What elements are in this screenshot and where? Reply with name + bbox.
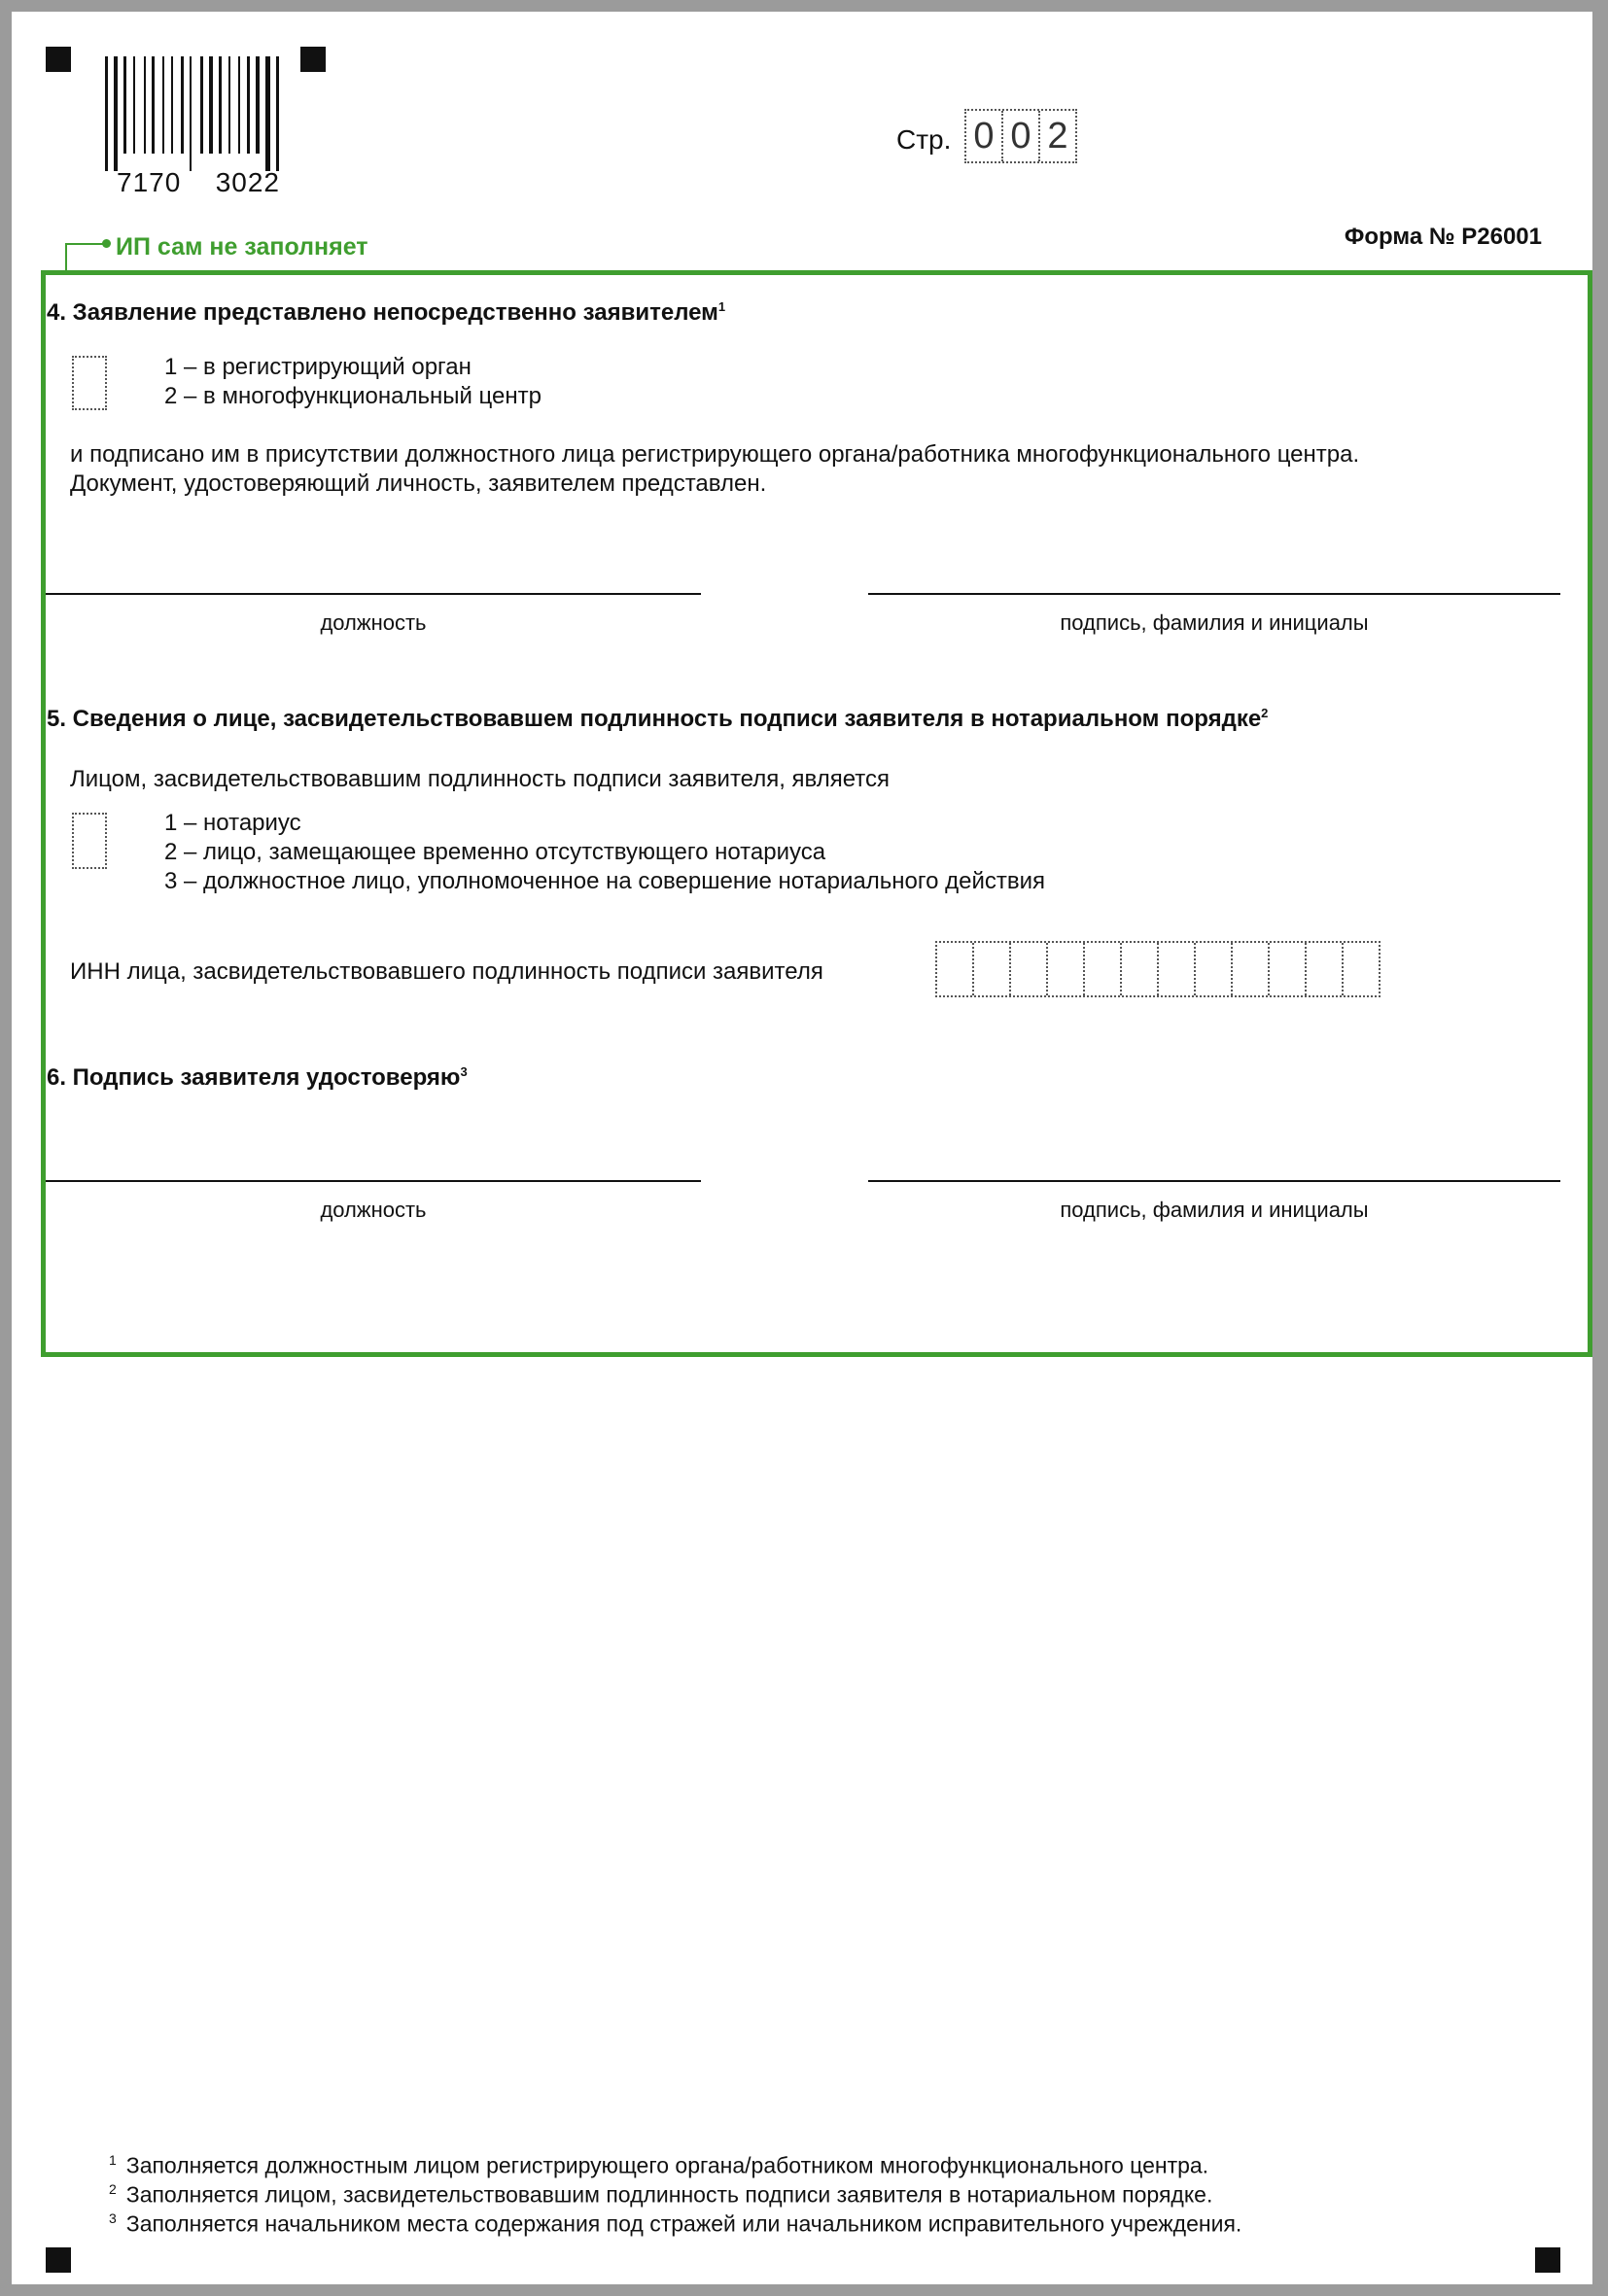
section5-choice-box[interactable] [72,813,107,869]
section6-position-caption: должность [320,1198,427,1222]
footnote-number: 3 [109,2210,117,2226]
barcode-bar [256,56,260,154]
inn-digit-cell[interactable] [1231,943,1268,995]
barcode-bar [123,56,126,154]
note-connector-dot [102,239,111,248]
barcode-bar [190,56,192,171]
section4-paragraph-2: Документ, удостоверяющий личность, заявителем представлен. [70,470,767,497]
barcode-bar [276,56,279,171]
section4-paragraph-1: и подписано им в присутствии должностного лица регистрирующего органа/работника многофункционального центра. [70,441,1360,468]
barcode-bar [162,56,164,154]
inn-digit-cell[interactable] [1009,943,1046,995]
section5-intro: Лицом, засвидетельствовавшим подлинность подписи заявителя, является [70,766,891,792]
section6-signature-caption: подпись, фамилия и инициалы [1060,1198,1369,1222]
barcode-bar [171,56,173,154]
corner-marker-bottom-right [1535,2247,1560,2273]
barcode-number [103,167,294,198]
section4-position-line[interactable] [46,593,701,595]
not-filled-note: ИП сам не заполняет [116,233,368,261]
footnote [109,2204,1241,2239]
inn-digit-cell[interactable] [972,943,1009,995]
section4-option-1: 1 – в регистрирующий орган [164,354,472,380]
section6-title [47,1064,468,1092]
page-number-boxes [964,109,1077,163]
barcode-bar [105,56,108,171]
inn-digit-cell[interactable] [1268,943,1305,995]
page-label: Стр. [896,124,952,155]
barcode-bar [265,56,270,171]
inn-field[interactable] [935,941,1381,997]
barcode [103,56,294,197]
inn-digit-cell[interactable] [1305,943,1342,995]
section4-position-caption: должность [320,610,427,635]
footnote-text: Заполняется начальником места содержания под стражей или начальником исправительного учреждения. [125,2210,1242,2237]
footnote-text: Заполняется лицом, засвидетельствовавшим подлинность подписи заявителя в нотариальном порядке. [125,2181,1213,2208]
page-digit-cell[interactable]: 2 [1038,111,1075,161]
barcode-bar [247,56,250,154]
barcode-bars [103,56,294,171]
section4-title-text: 4. Заявление представлено непосредственно заявителем [47,299,718,326]
section6-position-line[interactable] [46,1180,701,1182]
section5-title [47,706,1268,733]
form-number: Форма № Р26001 [1344,224,1542,250]
section4-option-2: 2 – в многофункциональный центр [164,383,542,409]
footnote-number: 1 [109,2152,117,2168]
barcode-bar [144,56,146,154]
section5-option-2: 2 – лицо, замещающее временно отсутствующего нотариуса [164,839,826,865]
section5-footnote-ref: 2 [1261,706,1269,720]
barcode-digits-right: 3022 [215,167,280,197]
corner-marker-top-left [46,47,71,72]
inn-digit-cell[interactable] [1083,943,1120,995]
section4-signature-line[interactable] [868,593,1560,595]
barcode-bar [114,56,118,171]
section4-footnote-ref: 1 [717,299,726,314]
footnote-text: Заполняется должностным лицом регистрирующего органа/работником многофункционального центра. [125,2152,1209,2178]
inn-digit-cell[interactable] [937,943,972,995]
section5-title-text: 5. Сведения о лице, засвидетельствовавшем подлинность подписи заявителя в нотариальном порядке [47,706,1262,732]
section6-title-text: 6. Подпись заявителя удостоверяю [47,1064,461,1091]
page-digit-cell[interactable]: 0 [1001,111,1038,161]
section4-title [47,299,725,327]
section6-footnote-ref: 3 [460,1064,468,1079]
page-digit-cell[interactable]: 0 [973,116,995,157]
barcode-bar [152,56,155,154]
barcode-bar [133,56,135,154]
inn-digit-cell[interactable] [1120,943,1157,995]
barcode-bar [181,56,184,154]
section5-option-3: 3 – должностное лицо, уполномоченное на совершение нотариального действия [164,868,1045,894]
corner-marker-bottom-left [46,2247,71,2273]
barcode-bar [200,56,203,154]
inn-digit-cell[interactable] [1157,943,1194,995]
barcode-digits-left: 7170 [117,167,182,197]
form-sheet [12,12,1592,2284]
inn-digit-cell[interactable] [1046,943,1083,995]
inn-digit-cell[interactable] [1342,943,1379,995]
barcode-bar [219,56,222,154]
barcode-bar [209,56,213,154]
footnote-number: 2 [109,2181,117,2197]
corner-marker-top-right [300,47,326,72]
section4-choice-box[interactable] [72,356,107,410]
note-connector [65,243,108,272]
inn-label: ИНН лица, засвидетельствовавшего подлинность подписи заявителя [70,958,823,985]
inn-digit-cell[interactable] [1194,943,1231,995]
section5-option-1: 1 – нотариус [164,810,301,836]
section4-signature-caption: подпись, фамилия и инициалы [1060,610,1369,635]
barcode-bar [228,56,230,154]
section6-signature-line[interactable] [868,1180,1560,1182]
barcode-bar [238,56,240,154]
